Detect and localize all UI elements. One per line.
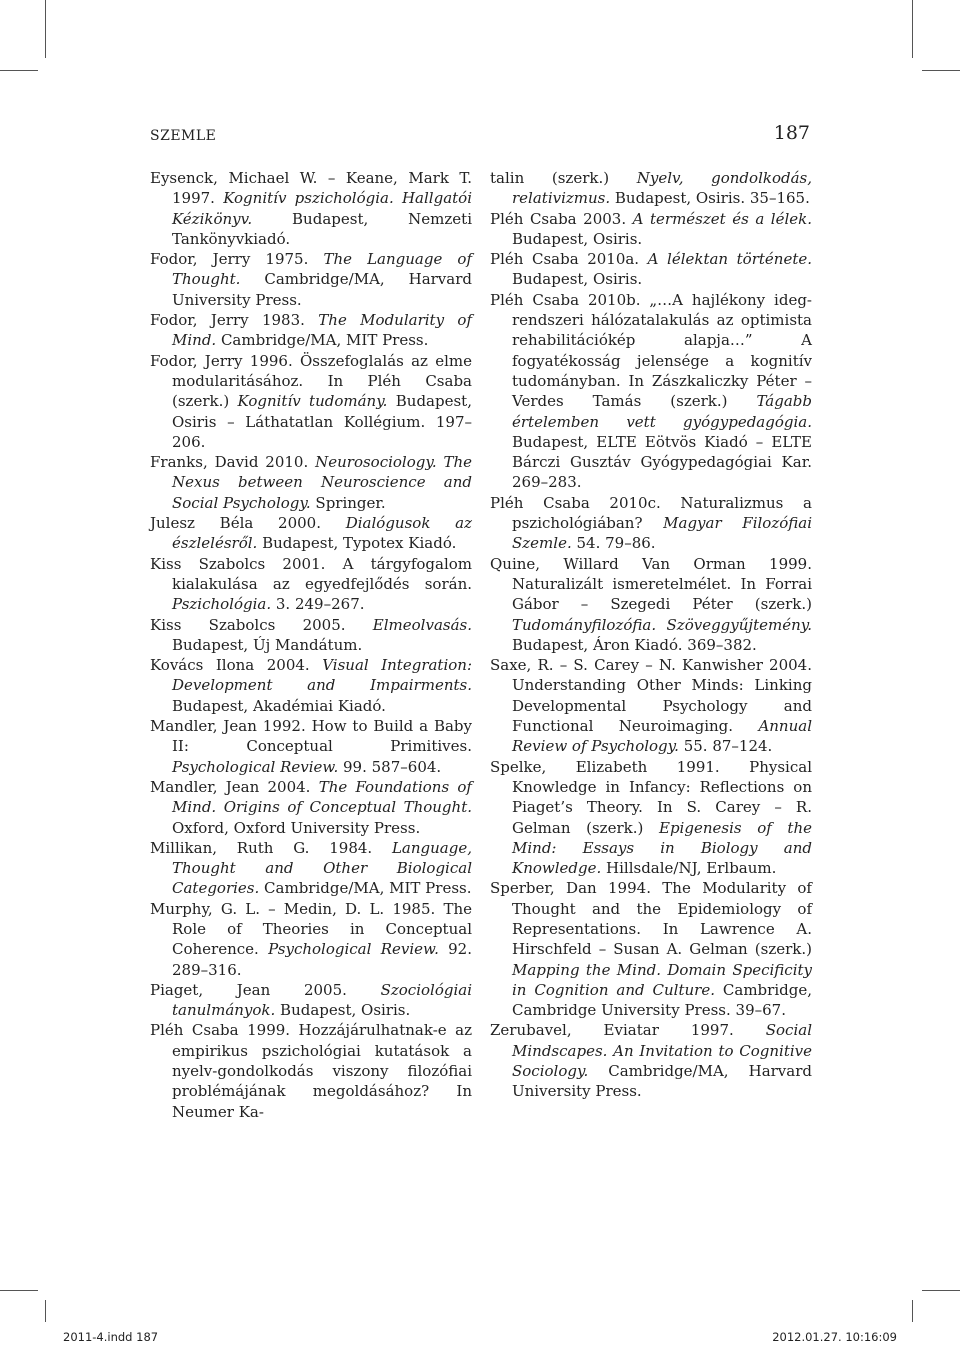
reference-title: Szociológiai tanulmányok. bbox=[172, 980, 472, 1020]
reference-text: 3. 249–267. bbox=[271, 595, 365, 614]
reference-title: Psychological Review. bbox=[172, 757, 339, 776]
reference-title: Social Mindscapes. An Invitation to Cognitive Sociology. bbox=[512, 1021, 812, 1081]
reference-title: The Modularity of Mind. bbox=[172, 311, 472, 350]
reference-title: Elmeolvasás. bbox=[372, 615, 472, 634]
reference-title: Neurosociology. The Nexus between Neuroscience and Social Psychology. bbox=[172, 453, 473, 512]
reference-text: Springer. bbox=[310, 493, 386, 512]
right-reference-column bbox=[490, 168, 812, 1102]
reference-entry bbox=[150, 980, 472, 1021]
reference-text: Sperber, Dan 1994. The Modularity of Thought and the Epidemiology of Representations. In Lawrence A. Hirschfeld – Susan A. Gelman (szerk.) bbox=[490, 879, 812, 959]
reference-entry bbox=[490, 290, 812, 493]
reference-title: Kognitív tudomány. bbox=[237, 392, 388, 411]
left-reference-column bbox=[150, 168, 472, 1122]
reference-entry bbox=[150, 899, 472, 980]
crop-mark bbox=[912, 0, 913, 58]
reference-text: Kiss Szabolcs 2001. A tárgyfogalom kialakulása az egyedfejlődés során. bbox=[150, 554, 472, 593]
reference-text: Hillsdale/NJ, Erlbaum. bbox=[601, 859, 777, 878]
reference-text: 99. 587–604. bbox=[338, 757, 442, 776]
reference-entry bbox=[490, 655, 812, 756]
reference-entry bbox=[490, 249, 812, 290]
reference-text: Budapest, Osiris. bbox=[275, 1001, 411, 1020]
reference-text: Budapest, Új Mandátum. bbox=[172, 635, 363, 654]
reference-text: Budapest, Osiris. bbox=[512, 270, 643, 289]
reference-text: Cambridge/MA, Harvard University Press. bbox=[512, 1062, 812, 1101]
reference-entry bbox=[150, 452, 472, 513]
reference-entry bbox=[150, 310, 472, 351]
running-header bbox=[150, 122, 810, 152]
reference-text: Pléh Csaba 2010c. Naturalizmus a pszichológiában? bbox=[490, 493, 812, 533]
reference-text: Cambridge/MA, Harvard University Press. bbox=[172, 270, 472, 309]
reference-text: Cambridge/MA, MIT Press. bbox=[259, 879, 472, 898]
reference-text: Budapest, Akadémiai Kiadó. bbox=[172, 696, 386, 715]
reference-title: Kognitív pszichológia. Hallgatói Kézikönyv. bbox=[172, 189, 472, 228]
reference-title: Tudományfilozófia. Szöveggyűjtemény. bbox=[512, 615, 812, 634]
reference-text: Mandler, Jean 1992. How to Build a Baby II: Conceptual Primitives. bbox=[150, 717, 472, 756]
reference-entry bbox=[490, 554, 812, 655]
reference-entry bbox=[150, 838, 472, 899]
reference-text: Cambridge, Cambridge University Press. 39–67. bbox=[512, 980, 812, 1020]
reference-title: Dialógusok az észlelésről. bbox=[172, 514, 472, 553]
reference-text: Quine, Willard Van Orman 1999. Naturalizált ismeretelmélet. In Forrai Gábor – Szegedi Péter (szerk.) bbox=[490, 554, 812, 614]
crop-mark bbox=[922, 1290, 960, 1291]
reference-entry bbox=[150, 351, 472, 452]
crop-mark bbox=[0, 1290, 38, 1291]
reference-entry bbox=[490, 878, 812, 1020]
reference-title: A természet és a lélek. bbox=[632, 209, 813, 228]
reference-text: Budapest, Osiris – Láthatatlan Kollégium. 197–206. bbox=[172, 392, 472, 451]
reference-entry bbox=[150, 168, 472, 249]
reference-text: Budapest, ELTE Eötvös Kiadó – ELTE Bárczi Gusztáv Gyógypedagógiai Kar. 269–283. bbox=[512, 432, 812, 492]
reference-entry bbox=[150, 615, 472, 656]
page-number: 187 bbox=[773, 122, 810, 144]
reference-entry bbox=[490, 168, 812, 209]
reference-title: Magyar Filozófiai Szemle. bbox=[512, 514, 812, 553]
reference-text: Zerubavel, Eviatar 1997. bbox=[490, 1021, 766, 1040]
reference-text: Piaget, Jean 2005. bbox=[150, 980, 381, 999]
reference-text: 54. 79–86. bbox=[571, 534, 656, 553]
crop-mark bbox=[922, 70, 960, 71]
reference-text: Cambridge/MA, MIT Press. bbox=[216, 331, 429, 350]
reference-title: Language, Thought and Other Biological Categories. bbox=[172, 838, 472, 898]
reference-text: Fodor, Jerry 1983. bbox=[150, 311, 319, 330]
reference-entry bbox=[150, 1020, 472, 1121]
footer-filename: 2011-4.indd 187 bbox=[63, 1330, 159, 1344]
reference-entry bbox=[490, 493, 812, 554]
reference-title: Annual Review of Psychology. bbox=[512, 717, 812, 756]
reference-text: 92. 289–316. bbox=[172, 940, 472, 979]
reference-title: A lélektan története. bbox=[647, 250, 812, 269]
reference-text: Budapest, Áron Kiadó. 369–382. bbox=[512, 635, 757, 654]
reference-entry bbox=[490, 209, 812, 250]
reference-entry bbox=[150, 554, 472, 615]
reference-text: Pléh Csaba 2010b. „…A hajlékony idegrendszeri hálózatalakulás az optimista rehabilitációkép alapja…” A fogyatékosság jelensége a kognitív tudományban. In Zászkaliczky Péter – Verdes Tamás (szerk.) bbox=[490, 290, 812, 411]
reference-text: Pléh Csaba 1999. Hozzájárulhatnak-e az empirikus pszichológiai kutatások a nyelv-gondolkodás viszony filozófiai problémájának megoldásához? In Neumer Ka- bbox=[150, 1021, 472, 1121]
reference-title: Nyelv, gondolkodás, relativizmus. bbox=[512, 169, 812, 208]
reference-text: Eysenck, Michael W. – Keane, Mark T. 1997. bbox=[150, 169, 472, 208]
crop-mark bbox=[912, 1300, 913, 1322]
reference-text: Fodor, Jerry 1975. bbox=[150, 250, 324, 269]
reference-text: Budapest, Nemzeti Tankönyvkiadó. bbox=[172, 209, 472, 248]
reference-title: Tágabb értelemben vett gyógypedagógia. bbox=[512, 392, 812, 431]
crop-mark bbox=[0, 70, 38, 71]
reference-text: Oxford, Oxford University Press. bbox=[172, 818, 421, 837]
reference-text: Kovács Ilona 2004. bbox=[150, 656, 323, 675]
reference-text: Budapest, Osiris. 35–165. bbox=[610, 189, 810, 208]
reference-title: Mapping the Mind. Domain Specificity in Cognition and Culture. bbox=[512, 960, 812, 999]
reference-entry bbox=[150, 655, 472, 716]
reference-title: Epigenesis of the Mind: Essays in Biology and Knowledge. bbox=[512, 818, 813, 878]
reference-text: Pléh Csaba 2003. bbox=[490, 209, 633, 228]
reference-text: Murphy, G. L. – Medin, D. L. 1985. The Role of Theories in Conceptual Coherence. bbox=[150, 899, 472, 959]
reference-entry bbox=[490, 757, 812, 879]
crop-mark bbox=[45, 0, 46, 58]
reference-text: Budapest, Osiris. bbox=[512, 229, 643, 248]
crop-mark bbox=[45, 1300, 46, 1322]
reference-text: Saxe, R. – S. Carey – N. Kanwisher 2004. Understanding Other Minds: Linking Developmental Psychology and Functional Neuroimaging. bbox=[490, 656, 812, 736]
reference-text: Mandler, Jean 2004. bbox=[150, 777, 319, 796]
reference-title: Visual Integration: Development and Impairments. bbox=[172, 656, 473, 695]
reference-text: Franks, David 2010. bbox=[150, 453, 316, 472]
reference-title: The Foundations of Mind. Origins of Conceptual Thought. bbox=[172, 777, 472, 817]
reference-text: Pléh Csaba 2010a. bbox=[490, 250, 648, 269]
reference-text: Fodor, Jerry 1996. Összefoglalás az elme modularitásához. In Pléh Csaba (szerk.) bbox=[150, 351, 472, 411]
reference-entry bbox=[150, 777, 472, 838]
reference-text: talin (szerk.) bbox=[490, 169, 637, 187]
reference-title: The Language of Thought. bbox=[172, 250, 472, 289]
reference-title: Pszichológia. bbox=[172, 595, 272, 614]
reference-text: 55. 87–124. bbox=[678, 737, 773, 756]
section-title: SZEMLE bbox=[150, 128, 217, 144]
reference-text: Kiss Szabolcs 2005. bbox=[150, 615, 373, 634]
reference-entry bbox=[490, 1020, 812, 1101]
reference-text: Julesz Béla 2000. bbox=[150, 514, 346, 533]
reference-entry bbox=[150, 716, 472, 777]
footer-timestamp: 2012.01.27. 10:16:09 bbox=[772, 1330, 897, 1344]
reference-text: Millikan, Ruth G. 1984. bbox=[150, 838, 392, 857]
reference-entry bbox=[150, 513, 472, 554]
reference-text: Budapest, Typotex Kiadó. bbox=[257, 534, 457, 553]
reference-title: Psychological Review. bbox=[268, 940, 439, 959]
reference-entry bbox=[150, 249, 472, 310]
reference-text: Spelke, Elizabeth 1991. Physical Knowledge in Infancy: Reflections on Piaget’s Theory. In S. Carey – R. Gelman (szerk.) bbox=[490, 757, 812, 837]
